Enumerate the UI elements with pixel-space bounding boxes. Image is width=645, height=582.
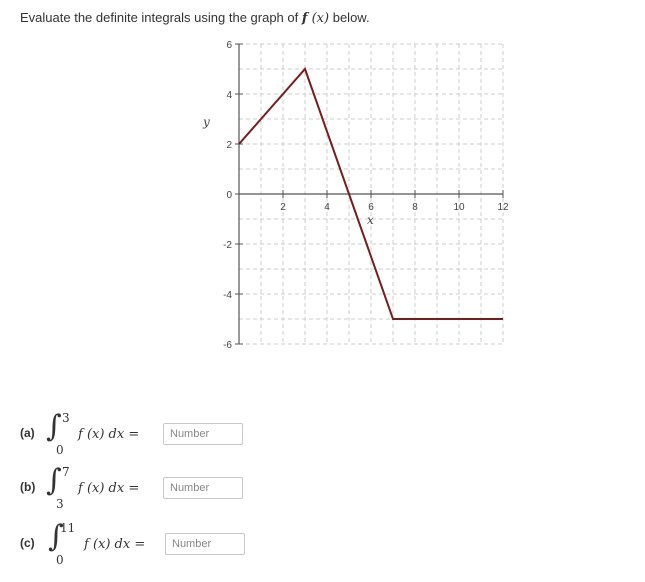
- y-tick-label: 4: [226, 90, 232, 101]
- x-tick-label: 2: [280, 202, 286, 213]
- question-a-letter: (a): [20, 426, 35, 440]
- upper-limit: 11: [60, 521, 76, 535]
- integral-sign-icon: ∫: [46, 463, 62, 498]
- x-tick-label: 8: [412, 202, 418, 213]
- upper-limit: 3: [62, 411, 70, 425]
- integral-sign-icon: ∫: [48, 519, 64, 554]
- y-tick-label: -4: [223, 290, 232, 301]
- question-c: [20, 518, 320, 570]
- y-tick-label: 6: [226, 40, 232, 51]
- x-tick-label: 4: [324, 202, 330, 213]
- y-tick-label: -6: [223, 340, 232, 351]
- prompt-suffix: below.: [332, 10, 370, 25]
- function-graph: [195, 38, 515, 358]
- question-a: [20, 408, 320, 460]
- answer-input-b[interactable]: [163, 477, 243, 499]
- x-axis-label: x: [367, 213, 374, 227]
- integrand: f (x) dx =: [78, 427, 140, 442]
- y-tick-label: 2: [226, 140, 232, 151]
- y-axis-label: y: [203, 115, 210, 129]
- lower-limit: 3: [56, 497, 64, 511]
- x-tick-label: 12: [497, 202, 509, 213]
- upper-limit: 7: [62, 465, 70, 479]
- graph-ticks: [223, 40, 509, 351]
- integrand: f (x) dx =: [78, 481, 140, 496]
- x-tick-label: 10: [453, 202, 465, 213]
- y-tick-label: -2: [223, 240, 232, 251]
- question-b: [20, 462, 320, 514]
- question-b-letter: (b): [20, 480, 36, 494]
- y-tick-label: 0: [226, 190, 232, 201]
- integral-sign-icon: ∫: [46, 409, 62, 444]
- lower-limit: 0: [56, 553, 64, 567]
- integrand: f (x) dx =: [84, 537, 146, 552]
- question-prompt: [20, 10, 370, 26]
- prompt-text: Evaluate the definite integrals using the graph of: [20, 10, 299, 25]
- question-c-letter: (c): [20, 536, 35, 550]
- x-tick-label: 6: [368, 202, 374, 213]
- answer-input-c[interactable]: [165, 533, 245, 555]
- prompt-function: f (x): [301, 11, 330, 26]
- lower-limit: 0: [56, 443, 64, 457]
- answer-input-a[interactable]: [163, 423, 243, 445]
